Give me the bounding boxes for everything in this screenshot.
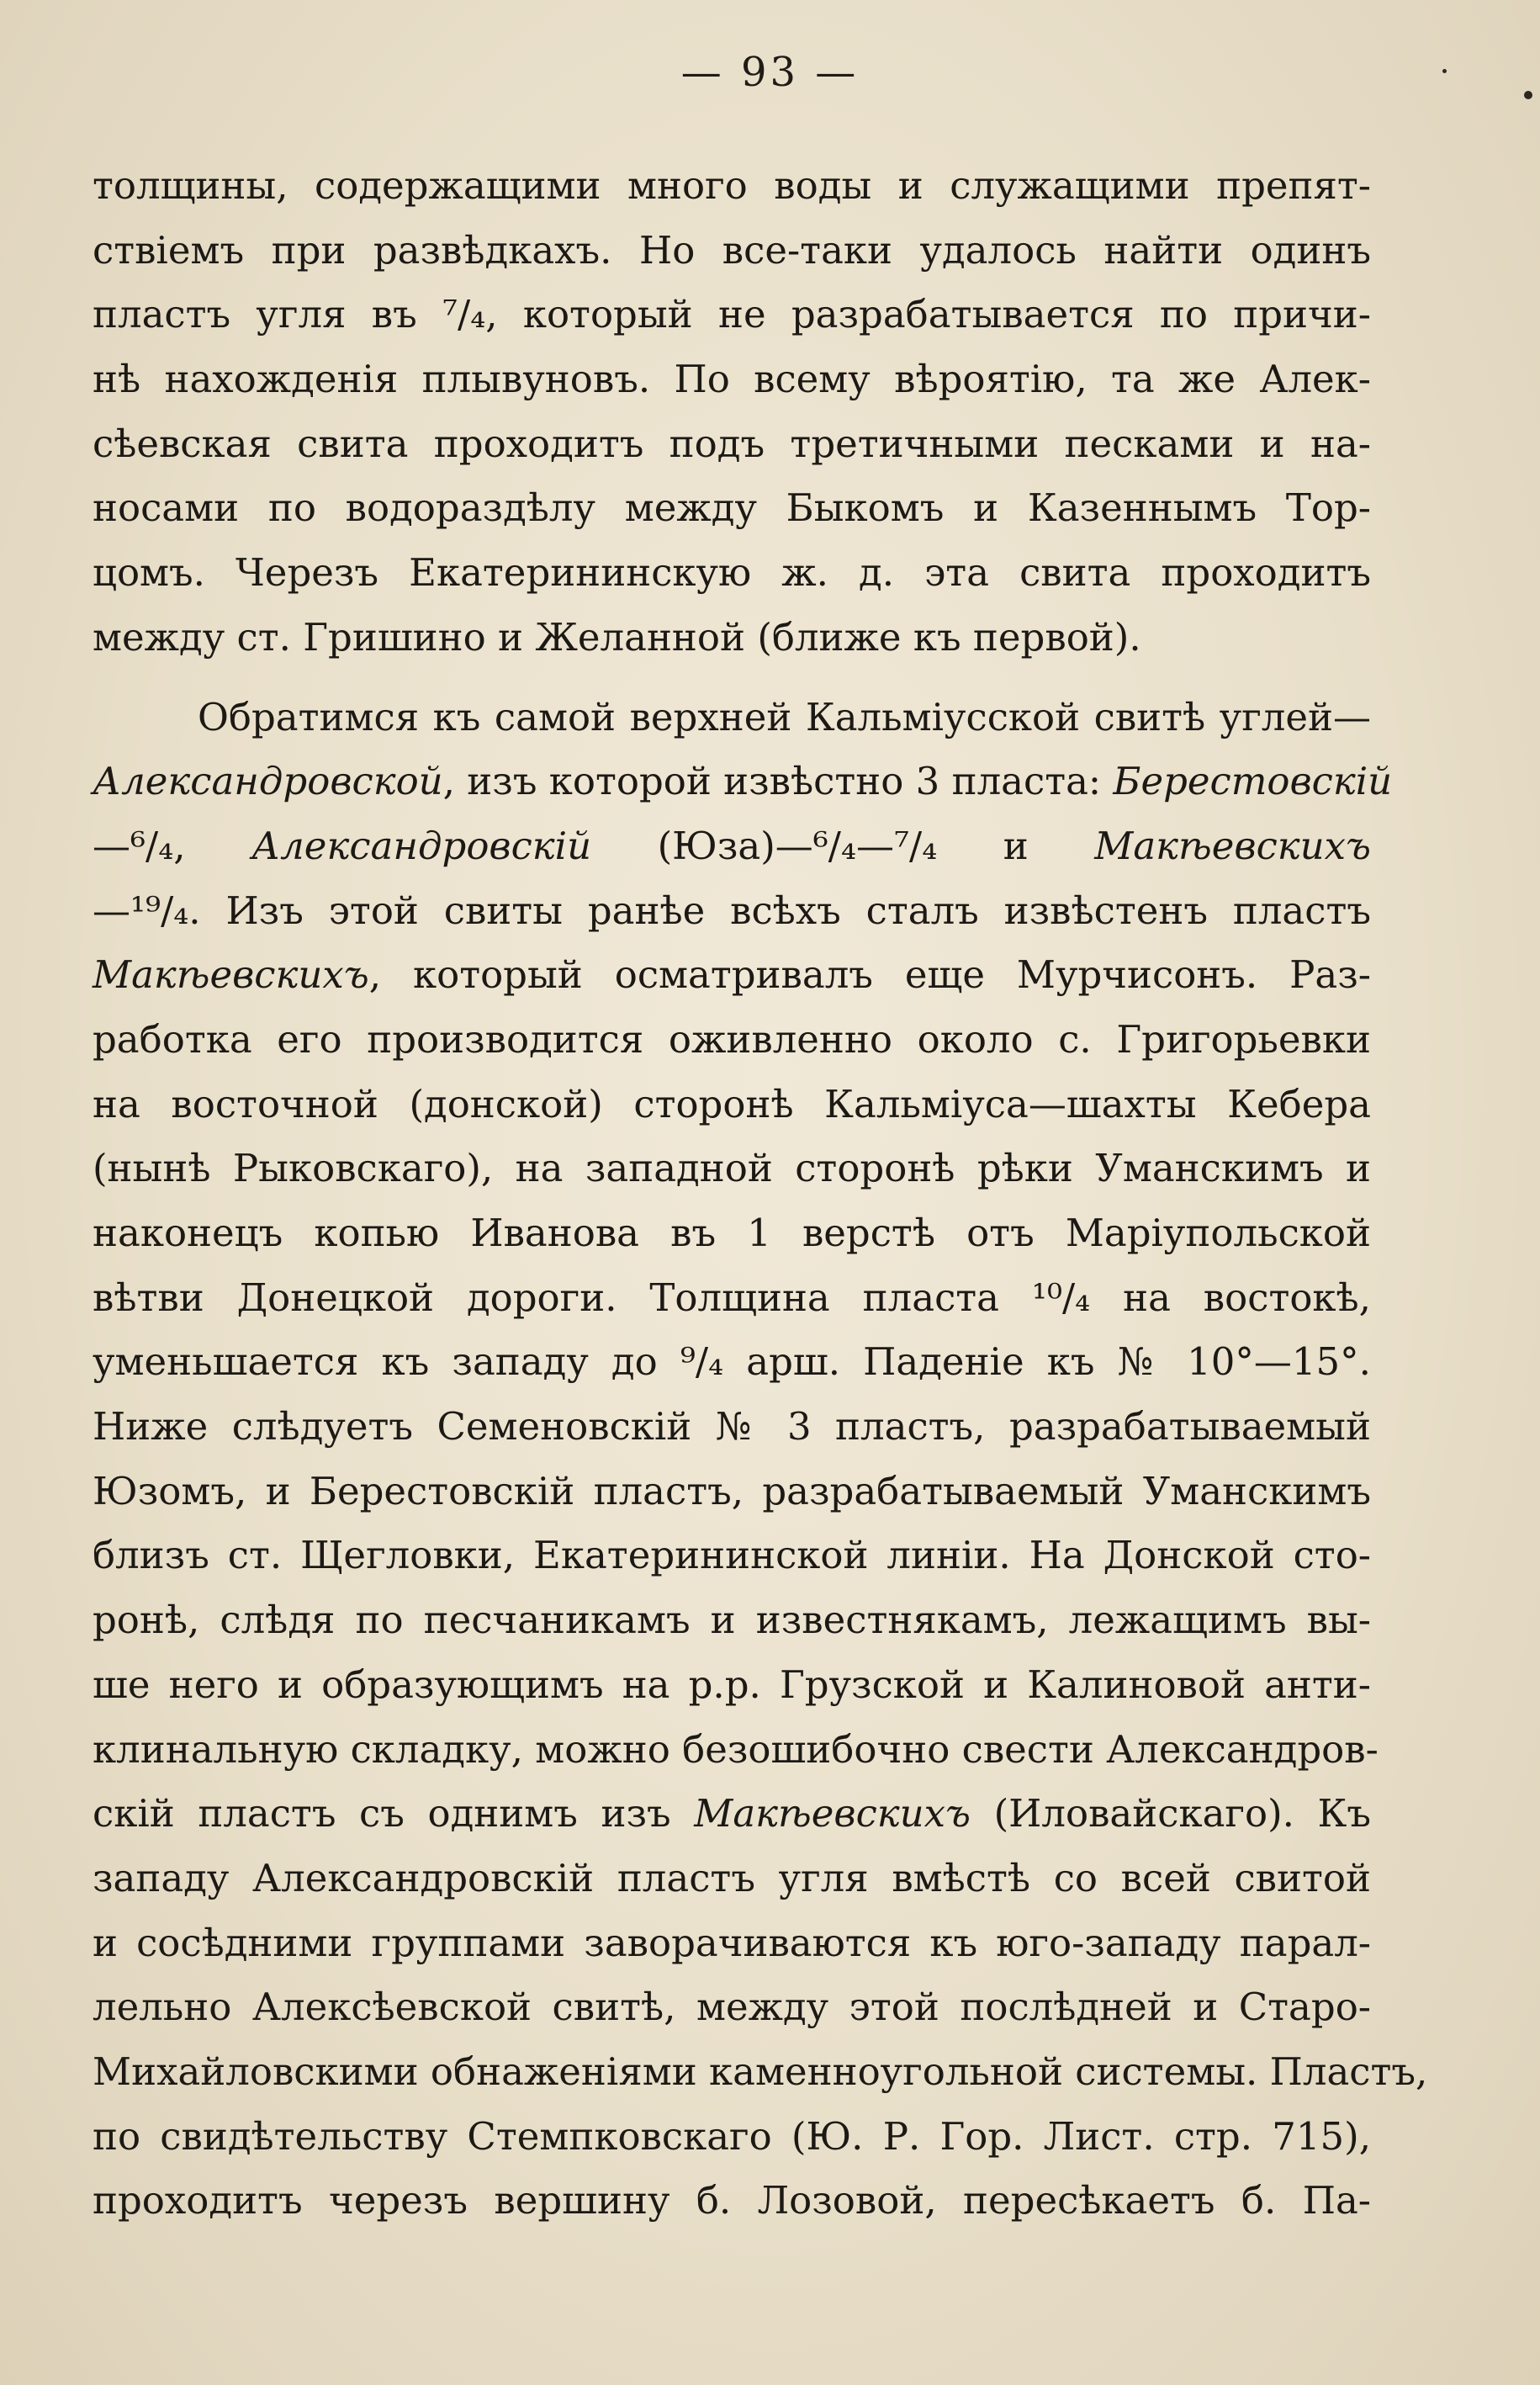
text-line-with-italics: —⁶/₄, Александровскій (Юза)—⁶/₄—⁷/₄ и Макѣевскихъ	[93, 823, 1371, 868]
ink-speck	[1524, 91, 1532, 99]
italic-phrase: Макѣевскихъ	[93, 952, 369, 998]
ink-speck	[1442, 69, 1447, 73]
paragraph-gap	[93, 670, 1371, 686]
text-line: Михайловскими обнаженіями каменноугольной системы. Пластъ,	[93, 2048, 1428, 2094]
text-line: Юзомъ, и Берестовскій пластъ, разрабатываемый Уманскимъ	[93, 1468, 1371, 1513]
text-line: цомъ. Черезъ Екатерининскую ж. д. эта свита проходитъ	[93, 550, 1371, 596]
text-line: носами по водораздѣлу между Быкомъ и Казеннымъ Тор-	[93, 485, 1371, 531]
text-line: проходитъ черезъ вершину б. Лозовой, пересѣкаетъ б. Па-	[93, 2178, 1371, 2223]
italic-phrase: Макѣевскихъ	[694, 1791, 971, 1836]
text-line: вѣтви Донецкой дороги. Толщина пласта ¹⁰/₄ на востокѣ,	[93, 1275, 1371, 1320]
text-line: —¹⁹/₄. Изъ этой свиты ранѣе всѣхъ сталъ извѣстенъ пластъ	[93, 888, 1371, 933]
page-number: — 93 —	[680, 49, 860, 96]
text-line: Ниже слѣдуетъ Семеновскій № 3 пластъ, разрабатываемый	[93, 1404, 1371, 1450]
text-line: по свидѣтельству Стемпковскаго (Ю. Р. Гор. Лист. стр. 715),	[93, 2113, 1371, 2159]
text-line: ронѣ, слѣдя по песчаникамъ и известнякамъ, лежащимъ вы-	[93, 1598, 1371, 1643]
italic-phrase: Александровскій	[251, 823, 592, 868]
text-line: ствіемъ при развѣдкахъ. Но все-таки удалось найти одинъ	[93, 227, 1371, 273]
text-line: лельно Алексѣевской свитѣ, между этой послѣдней и Старо-	[93, 1985, 1371, 2030]
italic-phrase: Берестовскій	[1113, 759, 1393, 804]
text-line-with-italics: Макѣевскихъ, который осматривалъ еще Мурчисонъ. Раз-	[93, 952, 1371, 998]
text-line: сѣевская свита проходитъ подъ третичными песками и на-	[93, 421, 1371, 466]
text-line: (нынѣ Рыковскаго), на западной сторонѣ рѣки Уманскимъ и	[93, 1146, 1371, 1191]
text-line: ше него и образующимъ на р.р. Грузской и Калиновой анти-	[93, 1662, 1371, 1707]
paragraph-first-line: Обратимся къ самой верхней Кальміусской свитѣ углей—	[198, 694, 1371, 739]
text-line: клинальную складку, можно безошибочно свести Александров-	[93, 1726, 1379, 1772]
text-line-with-italics: скій пластъ съ однимъ изъ Макѣевскихъ (Иловайскаго). Къ	[93, 1791, 1371, 1836]
text-line: на восточной (донской) сторонѣ Кальміуса—шахты Кебера	[93, 1081, 1371, 1126]
text-line: работка его производится оживленно около с. Григорьевки	[93, 1016, 1371, 1062]
text-line: близъ ст. Щегловки, Екатерининской линіи. На Донской сто-	[93, 1533, 1371, 1578]
text-line-with-italics: Александровской, изъ которой извѣстно 3 пласта: Берестовскій	[93, 759, 1393, 804]
italic-phrase: Александровской	[93, 759, 443, 804]
text-line: наконецъ копью Иванова въ 1 верстѣ отъ Маріупольской	[93, 1211, 1371, 1255]
paragraph-end-line: между ст. Гришино и Желанной (ближе къ первой).	[93, 614, 1141, 660]
text-line: толщины, содержащими много воды и служащими препят-	[93, 163, 1371, 208]
text-line: западу Александровскій пластъ угля вмѣстѣ со всей свитой	[93, 1855, 1371, 1900]
text-line: нѣ нахожденія плывуновъ. По всему вѣроятію, та же Алек-	[93, 357, 1371, 402]
italic-phrase: Макѣевскихъ	[1094, 823, 1371, 868]
text-line: и сосѣдними группами заворачиваются къ юго-западу парал-	[93, 1920, 1371, 1965]
body-text	[93, 154, 1428, 2234]
text-line: пластъ угля въ ⁷/₄, который не разрабатывается по причи-	[93, 292, 1371, 337]
text-line: уменьшается къ западу до ⁹/₄ арш. Паденіе къ № 10°—15°.	[93, 1339, 1371, 1385]
